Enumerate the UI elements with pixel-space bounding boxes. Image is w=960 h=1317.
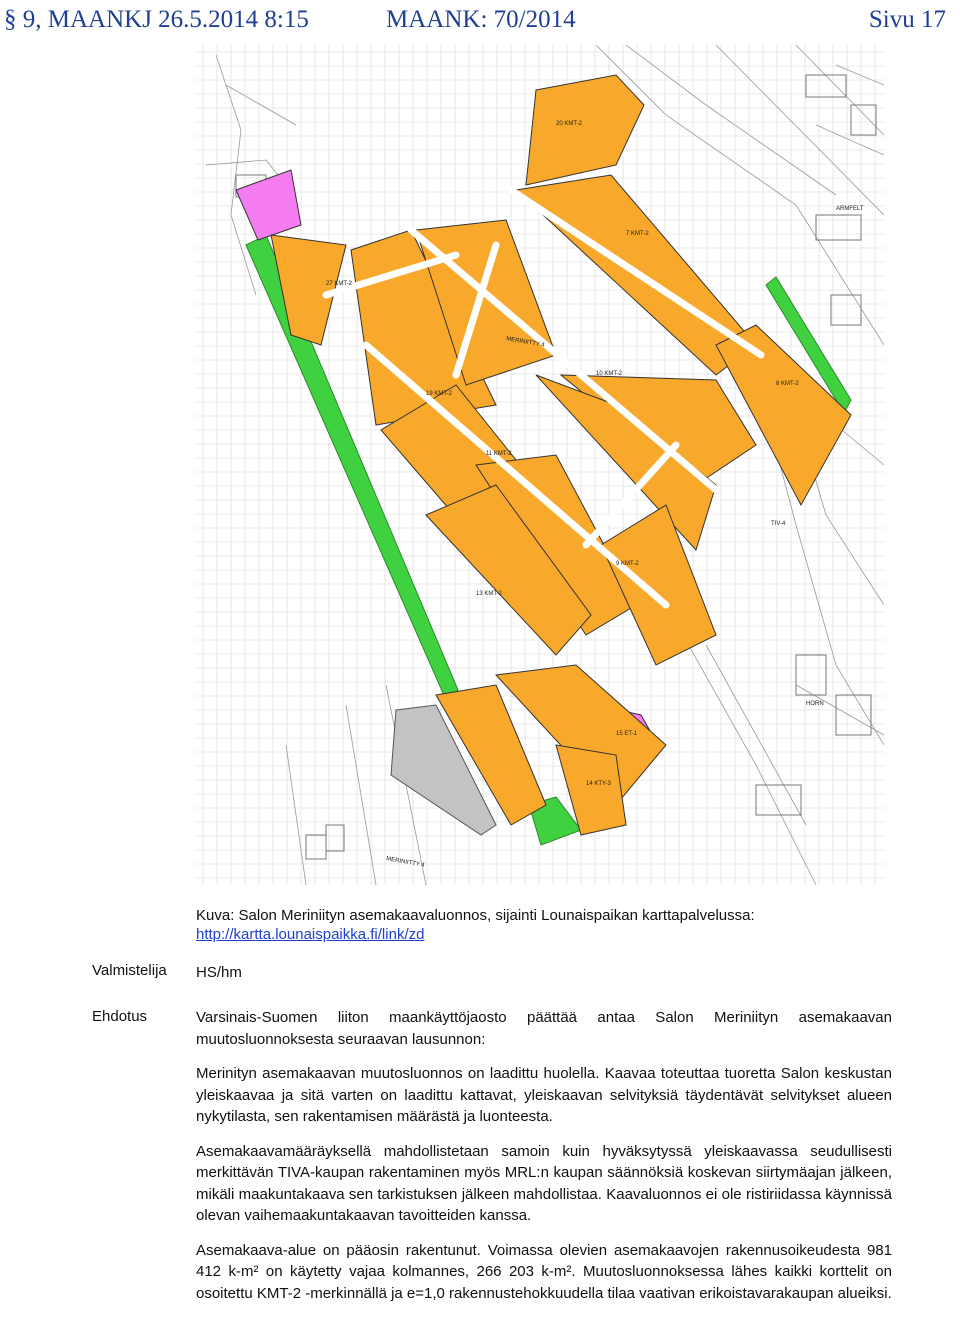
block-label-7: 7 KMT-2	[626, 231, 649, 237]
page-header	[0, 0, 960, 42]
block-label-11: 11 KMT-2	[486, 451, 512, 457]
block-label-10: 10 KMT-2	[596, 371, 623, 377]
ehdotus-paragraph-2: Merinityn asemakaavan muutosluonnos on laadittu huolella. Kaavaa toteuttaa tuoretta Salon keskustan yleiskaavaa ja sitä varten on laadittu kattavat, yleiskaavan selvityksiä täydentävät selvitykset alueen nykytilasta, sen rakentamisen määrästä ja luonteesta.	[196, 1065, 892, 1125]
block-label-13: 13 KMT-2	[476, 591, 503, 597]
area-label-armfelt: ARMFELT	[836, 206, 864, 212]
valmistelija-value: HS/hm	[196, 964, 242, 981]
block-label-27: 27 KMT-2	[326, 281, 353, 287]
block-label-14: 14 KTY-3	[586, 781, 611, 787]
valmistelija-label: Valmistelija	[92, 962, 167, 979]
street-label-2: MERINIITTY 4	[385, 856, 426, 869]
ehdotus-paragraph-1: Varsinais-Suomen liiton maankäyttöjaosto päättää antaa Salon Meriniityn asemakaavan muutosluonnoksesta seuraavan lausunnon:	[196, 1009, 892, 1048]
street-label-1: MERINIITTY 4	[505, 336, 546, 349]
area-label-horn: HORN	[806, 701, 824, 707]
header-meeting-ref: § 9, MAANKJ 26.5.2014 8:15	[4, 6, 309, 33]
header-page-number: Sivu 17	[868, 6, 946, 33]
ehdotus-label: Ehdotus	[92, 1008, 148, 1025]
ehdotus-paragraph-3: Asemakaavamääräyksellä mahdollistetaan samoin kuin hyväksytyssä yleiskaavassa seudullisesti merkittävän TIVA-kaupan rakentaminen myös MRL:n kaupan säännöksiä koskevan siirtymäajan jälkeen, mikäli maakuntakaava sen tarkistuksen jälkeen mahdollistaa. Kaavaluonnos ei ole ristiriidassa käynnissä olevan vaihemaakuntakaavan tavoitteiden kanssa.	[196, 1142, 892, 1224]
block-label-20: 20 KMT-2	[556, 121, 583, 127]
block-label-8: 8 KMT-2	[776, 381, 799, 387]
block-label-tiv: TIV-4	[771, 521, 786, 527]
caption-link[interactable]: http://kartta.lounaispaikka.fi/link/zd	[196, 926, 425, 943]
zoning-map	[196, 45, 884, 885]
map-caption	[196, 906, 755, 944]
caption-text: Kuva: Salon Meriniityn asemakaavaluonnos, sijainti Lounaispaikan karttapalvelussa:	[196, 907, 755, 924]
header-case-number: MAANK: 70/2014	[386, 6, 576, 33]
ehdotus-body	[196, 1007, 892, 1317]
block-label-19: 19 KMT-2	[426, 391, 453, 397]
ehdotus-paragraph-4: Asemakaava-alue on pääosin rakentunut. Voimassa olevien asemakaavojen rakennusoikeudesta 981 412 k-m² on käytetty vajaa kolmannes, 266 203 k-m². Muutosluonnoksessa lähes kaikki korttelit on osoitettu KMT-2 -merkinnällä ja e=1,0 rakennustehokkuudella tilaa vaativan erikoistavarakaupan alueiksi.	[196, 1241, 892, 1302]
block-label-9: 9 KMT-2	[616, 561, 639, 567]
block-label-15: 15 ET-1	[616, 731, 638, 737]
